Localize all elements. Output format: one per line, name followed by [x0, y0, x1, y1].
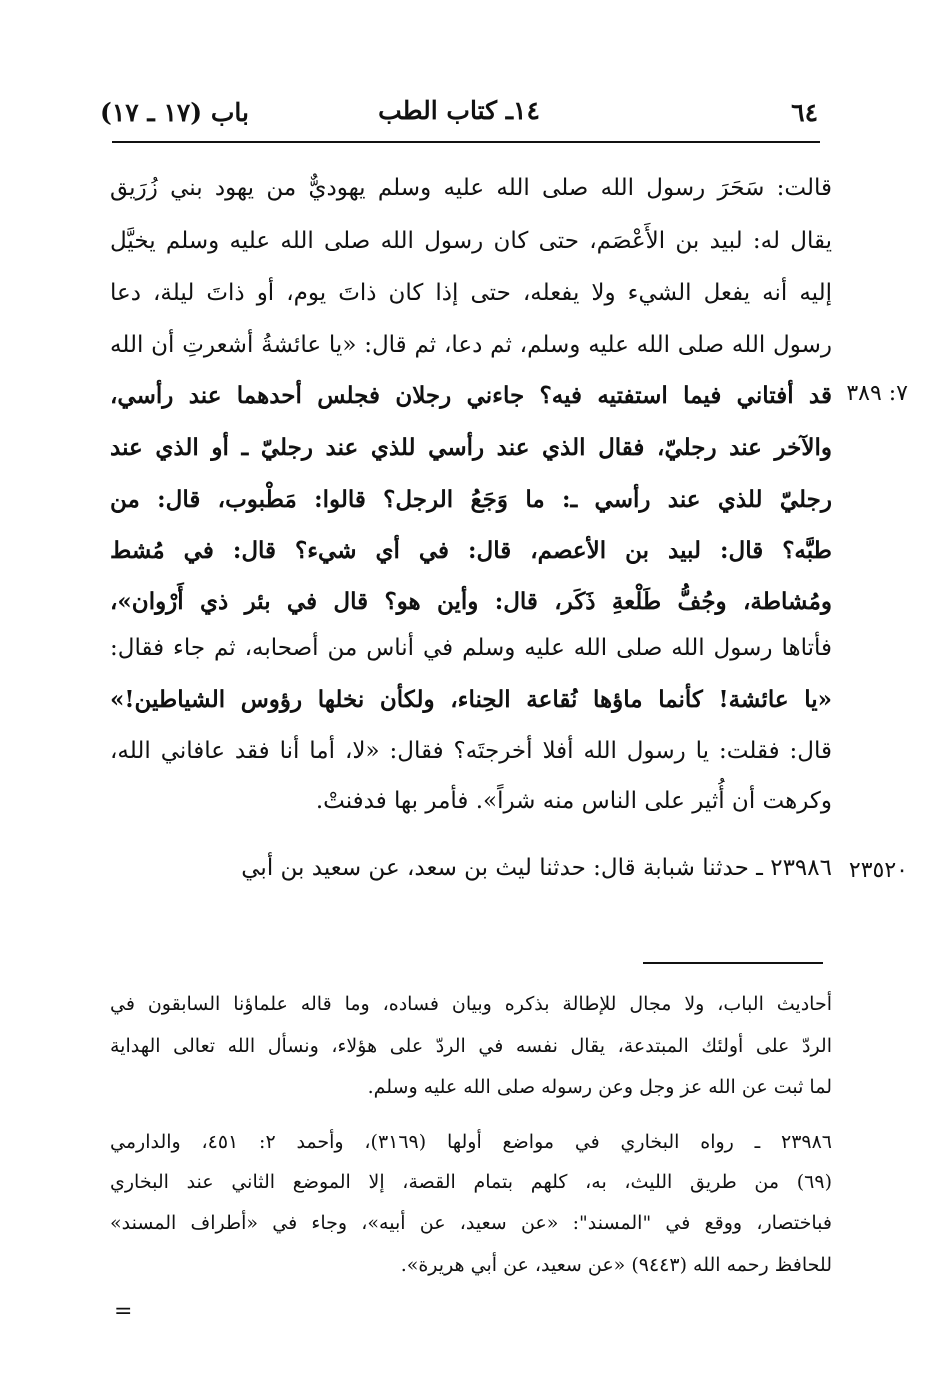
footnote-line: ٢٣٩٨٦ ـ رواه البخاري في مواضع أولها (٣١٦٩)، وأحمد ٢: ٤٥١، والدارمي — [110, 1131, 833, 1153]
page-number: ٦٤ — [791, 97, 818, 127]
text-line: طبَّه؟ قال: لبيد بن الأعصم، قال: في أي شيء؟ قال: في مُشط — [110, 537, 832, 564]
text-line: ومُشاطة، وجُفُّ طَلْعةِ ذَكَر، قال: وأين هو؟ قال في بئر ذي أَرْوان»، — [110, 588, 832, 615]
text-line: رجليّ للذي عند رأسي ـ: ما وَجَعُ الرجل؟ قالوا: مَطْبوب، قال: من — [110, 486, 832, 513]
footnote-divider — [643, 962, 823, 964]
continuation-mark: = — [114, 1299, 133, 1324]
chapter-label: باب (١٧ ـ ١٧) — [100, 97, 249, 127]
text-line: وكرهت أن أُثير على الناس منه شراً». فأمر بها فدفنتْ. — [315, 788, 832, 814]
running-header — [100, 92, 818, 132]
text-line: «يا عائشة! كأنما ماؤها نُقاعة الحِناء، ولكأن نخلها رؤوس الشياطين!» — [110, 686, 832, 713]
text-line: قالت: سَحَرَ رسول الله صلى الله عليه وسلم يهوديٌّ من يهود بني زُرَيق — [110, 175, 832, 201]
hadith-cross-reference: ٢٣٥٢٠ — [848, 858, 908, 883]
footnote-line: أحاديث الباب، ولا مجال للإطالة بذكره وبيان فساده، وما قاله علماؤنا السابقون في — [110, 993, 832, 1015]
text-line: والآخر عند رجليّ، فقال الذي عند رأسي للذي عند رجليّ ـ أو الذي عند — [110, 434, 832, 461]
text-line: فأتاها رسول الله صلى الله عليه وسلم في أناس من أصحابه، ثم جاء فقال: — [110, 635, 832, 661]
text-line: رسول الله صلى الله عليه وسلم، ثم دعا، ثم قال: «يا عائشةُ أشعرتِ أن الله — [110, 332, 832, 358]
hadith-opening-line: ٢٣٩٨٦ ـ حدثنا شبابة قال: حدثنا ليث بن سعد، عن سعيد بن أبي — [241, 855, 832, 881]
footnote-line: للحافظ رحمه الله (٩٤٤٣) «عن سعيد، عن أبي هريرة». — [400, 1254, 832, 1276]
footnote-line: لما ثبت عن الله عز وجل وعن رسوله صلى الله عليه وسلم. — [367, 1076, 832, 1098]
book-title: ١٤ـ كتاب الطب — [378, 96, 540, 125]
text-line: يقال له: لبيد بن الأَعْصَم، حتى كان رسول الله صلى الله عليه وسلم يخيَّل — [110, 228, 832, 254]
text-line: إليه أنه يفعل الشيء ولا يفعله، حتى إذا كان ذاتَ يوم، أو ذاتَ ليلة، دعا — [110, 280, 832, 306]
header-divider — [112, 141, 820, 143]
footnote-line: (٦٩) من طريق الليث، به، كلهم بتمام القصة، إلا الموضع الثاني عند البخاري — [110, 1171, 832, 1193]
footnote-line: الردّ على أولئك المبتدعة، يقال نفسه في الردّ على هؤلاء، ونسأل الله تعالى الهداية — [110, 1035, 832, 1057]
margin-reference: ٧: ٣٨٩ — [846, 381, 908, 406]
footnote-line: فباختصار، ووقع في "المسند": «عن سعيد، عن أبيه»، وجاء في «أطراف المسند» — [110, 1212, 832, 1234]
text-line: قد أفتاني فيما استفتيه فيه؟ جاءني رجلان فجلس أحدهما عند رأسي، — [110, 382, 832, 409]
text-line: قال: فقلت: يا رسول الله أفلا أخرجتَه؟ فقال: «لا، أما أنا فقد عافاني الله، — [110, 738, 832, 764]
